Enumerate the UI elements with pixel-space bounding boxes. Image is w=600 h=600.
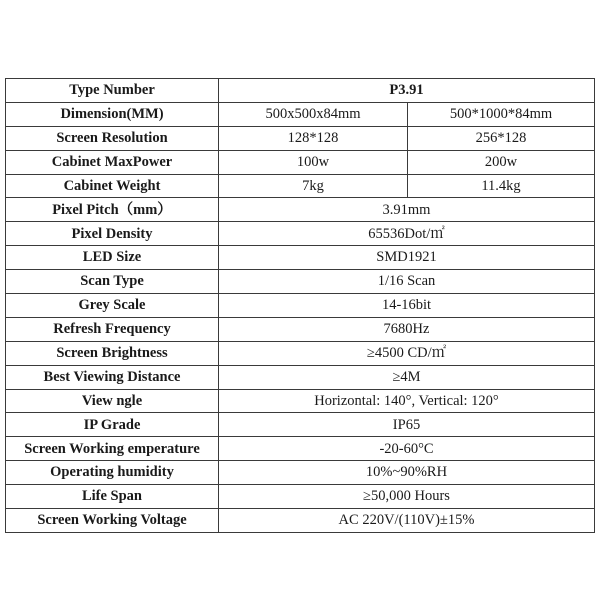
table-row <box>6 365 595 389</box>
table-row <box>6 150 595 174</box>
spec-value: ≥4M <box>219 365 595 389</box>
spec-label: Refresh Frequency <box>6 317 219 341</box>
spec-label: Type Number <box>6 79 219 103</box>
specification-table-body <box>6 79 595 533</box>
table-row <box>6 389 595 413</box>
table-row <box>6 270 595 294</box>
spec-label: Screen Working emperature <box>6 437 219 461</box>
spec-value: 65536Dot/㎡ <box>219 222 595 246</box>
spec-value: SMD1921 <box>219 246 595 270</box>
spec-value: ≥4500 CD/㎡ <box>219 341 595 365</box>
spec-label: Pixel Density <box>6 222 219 246</box>
spec-value-double-cabinet: 11.4kg <box>408 174 595 198</box>
spec-value: 14-16bit <box>219 294 595 318</box>
spec-value: 10%~90%RH <box>219 461 595 485</box>
spec-label: Screen Working Voltage <box>6 509 219 533</box>
table-row <box>6 413 595 437</box>
spec-value-single-cabinet: 7kg <box>219 174 408 198</box>
specification-table <box>5 78 595 533</box>
spec-label: Operating humidity <box>6 461 219 485</box>
table-row <box>6 126 595 150</box>
table-row <box>6 485 595 509</box>
spec-value: P3.91 <box>219 79 595 103</box>
spec-label: Best Viewing Distance <box>6 365 219 389</box>
table-row <box>6 317 595 341</box>
table-row <box>6 437 595 461</box>
spec-label: Screen Resolution <box>6 126 219 150</box>
spec-label: Pixel Pitch（mm） <box>6 198 219 222</box>
table-row <box>6 79 595 103</box>
spec-label: Life Span <box>6 485 219 509</box>
spec-value: IP65 <box>219 413 595 437</box>
spec-label: LED Size <box>6 246 219 270</box>
spec-value-double-cabinet: 500*1000*84mm <box>408 102 595 126</box>
spec-label: View ngle <box>6 389 219 413</box>
spec-label: Grey Scale <box>6 294 219 318</box>
spec-value: 3.91mm <box>219 198 595 222</box>
spec-value: 1/16 Scan <box>219 270 595 294</box>
spec-value-single-cabinet: 100w <box>219 150 408 174</box>
spec-value: Horizontal: 140°, Vertical: 120° <box>219 389 595 413</box>
spec-label: Cabinet Weight <box>6 174 219 198</box>
table-row <box>6 102 595 126</box>
spec-label: Screen Brightness <box>6 341 219 365</box>
spec-label: Dimension(MM) <box>6 102 219 126</box>
spec-value: ≥50,000 Hours <box>219 485 595 509</box>
table-row <box>6 246 595 270</box>
table-row <box>6 222 595 246</box>
table-row <box>6 341 595 365</box>
table-row <box>6 174 595 198</box>
spec-value-single-cabinet: 128*128 <box>219 126 408 150</box>
spec-label: Scan Type <box>6 270 219 294</box>
spec-value: -20-60°C <box>219 437 595 461</box>
table-row <box>6 294 595 318</box>
spec-value-double-cabinet: 256*128 <box>408 126 595 150</box>
table-row <box>6 509 595 533</box>
table-row <box>6 198 595 222</box>
spec-value: AC 220V/(110V)±15% <box>219 509 595 533</box>
table-row <box>6 461 595 485</box>
spec-value-double-cabinet: 200w <box>408 150 595 174</box>
spec-label: Cabinet MaxPower <box>6 150 219 174</box>
spec-value: 7680Hz <box>219 317 595 341</box>
spec-label: IP Grade <box>6 413 219 437</box>
spec-value-single-cabinet: 500x500x84mm <box>219 102 408 126</box>
